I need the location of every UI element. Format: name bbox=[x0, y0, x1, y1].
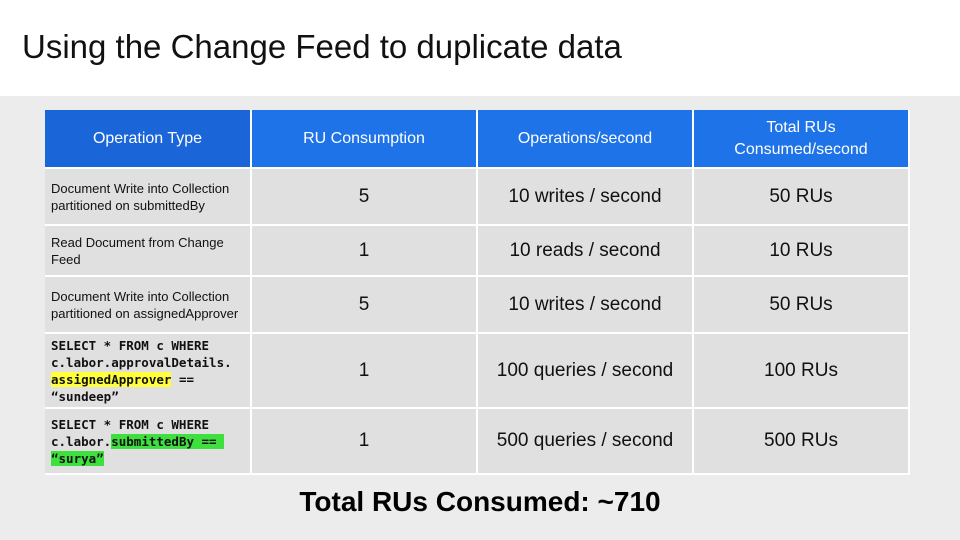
query-line: c.labor. bbox=[51, 433, 112, 449]
header-ru-consumption: RU Consumption bbox=[252, 110, 478, 169]
ru-cell: 1 bbox=[252, 409, 478, 475]
ops-cell: 10 reads / second bbox=[478, 226, 694, 277]
query-highlight: “surya” bbox=[51, 450, 104, 466]
total-cell: 10 RUs bbox=[694, 226, 910, 277]
table-row bbox=[45, 334, 910, 409]
ru-table bbox=[45, 110, 910, 475]
operation-cell: Read Document from Change Feed bbox=[45, 226, 252, 277]
query-highlight: assignedApprover bbox=[51, 371, 172, 387]
slide-title: Using the Change Feed to duplicate data bbox=[22, 28, 622, 65]
query-highlight: submittedBy == bbox=[111, 433, 225, 449]
table-row bbox=[45, 169, 910, 226]
ops-cell: 10 writes / second bbox=[478, 277, 694, 334]
total-cell: 50 RUs bbox=[694, 169, 910, 226]
ru-cell: 1 bbox=[252, 226, 478, 277]
query-cell bbox=[45, 334, 252, 409]
header-total-rus bbox=[694, 110, 910, 169]
query-line: == bbox=[171, 371, 194, 387]
ops-cell: 100 queries / second bbox=[478, 334, 694, 409]
query-line: “sundeep” bbox=[51, 388, 119, 404]
header-operations-per-second: Operations/second bbox=[478, 110, 694, 169]
query-line: c.labor.approvalDetails. bbox=[51, 354, 232, 370]
total-rus-consumed: Total RUs Consumed: ~710 bbox=[299, 486, 661, 517]
table-header-row bbox=[45, 110, 910, 169]
ru-cell: 1 bbox=[252, 334, 478, 409]
operation-cell: Document Write into Collection partitioned on submittedBy bbox=[45, 169, 252, 226]
operation-cell: Document Write into Collection partitioned on assignedApprover bbox=[45, 277, 252, 334]
total-cell: 50 RUs bbox=[694, 277, 910, 334]
total-cell: 500 RUs bbox=[694, 409, 910, 475]
header-operation-type: Operation Type bbox=[45, 110, 252, 169]
ops-cell: 10 writes / second bbox=[478, 169, 694, 226]
total-cell: 100 RUs bbox=[694, 334, 910, 409]
ru-cell: 5 bbox=[252, 277, 478, 334]
ops-cell: 500 queries / second bbox=[478, 409, 694, 475]
query-line: SELECT * FROM c WHERE bbox=[51, 337, 210, 353]
table-row bbox=[45, 277, 910, 334]
query-line: SELECT * FROM c WHERE bbox=[51, 416, 210, 432]
query-cell bbox=[45, 409, 252, 475]
table-row bbox=[45, 409, 910, 475]
table-row bbox=[45, 226, 910, 277]
header-total-rus-label: Total RUs Consumed/second bbox=[734, 118, 868, 158]
ru-cell: 5 bbox=[252, 169, 478, 226]
